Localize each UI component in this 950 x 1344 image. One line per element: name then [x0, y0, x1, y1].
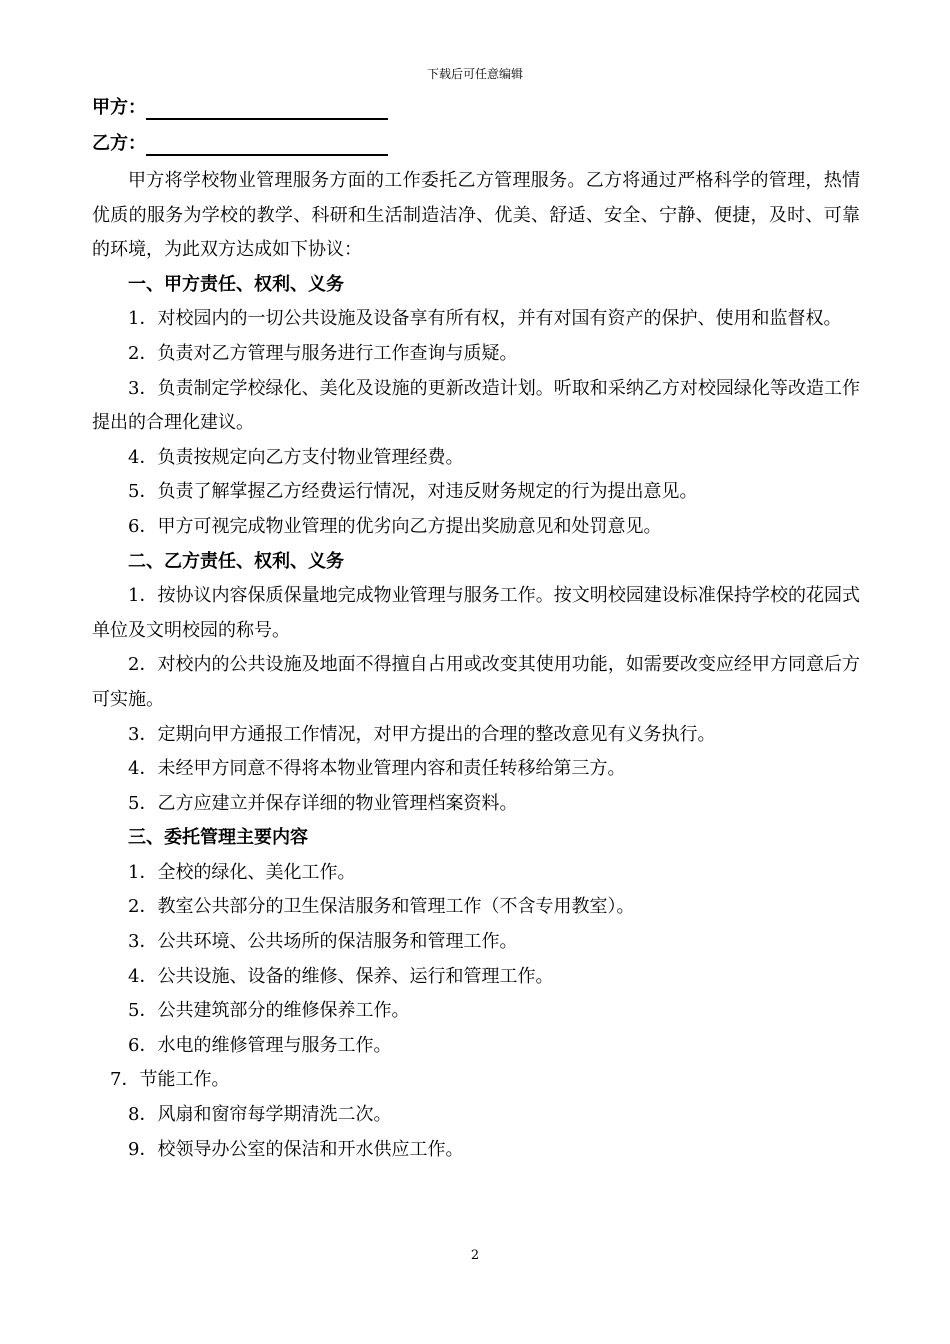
intro-paragraph: 甲方将学校物业管理服务方面的工作委托乙方管理服务。乙方将通过严格科学的管理，热情优质的服务为学校的教学、科研和生活制造洁净、优美、舒适、安全、宁静、便捷，及时、可靠的环境，为此双方达成如下协议： [92, 170, 860, 261]
clause: 1．对校园内的一切公共设施及设备享有所有权，并有对国有资产的保护、使用和监督权。 [128, 308, 842, 330]
party-b-label: 乙方： [92, 133, 146, 154]
party-b-line [92, 132, 388, 156]
clause: 2．对校内的公共设施及地面不得擅自占用或改变其使用功能，如需要改变应经甲方同意后方可实施。 [92, 654, 860, 710]
clause: 3．负责制定学校绿化、美化及设施的更新改造计划。听取和采纳乙方对校园绿化等改造工作提出的合理化建议。 [92, 377, 860, 434]
page-header: 下载后可任意编辑 [426, 67, 523, 81]
clause: 3．定期向甲方通报工作情况，对甲方提出的合理的整改意见有义务执行。 [128, 723, 716, 745]
clause: 6．水电的维修管理与服务工作。 [128, 1034, 392, 1056]
clause: 3．公共环境、公共场所的保洁服务和管理工作。 [128, 931, 518, 953]
clause: 8．风扇和窗帘每学期清洗二次。 [128, 1104, 392, 1126]
clause: 2．教室公共部分的卫生保洁服务和管理工作（不含专用教室）。 [128, 896, 635, 918]
section-heading: 一、甲方责任、权利、义务 [128, 273, 344, 295]
party-a-label: 甲方： [92, 97, 146, 118]
page-number: 2 [470, 1248, 480, 1263]
clause: 6．甲方可视完成物业管理的优劣向乙方提出奖励意见和处罚意见。 [128, 515, 662, 537]
clause: 9．校领导办公室的保洁和开水供应工作。 [128, 1138, 464, 1160]
clause: 5．负责了解掌握乙方经费运行情况，对违反财务规定的行为提出意见。 [128, 481, 698, 503]
agreement-body [92, 164, 860, 1167]
section-heading: 三、委托管理主要内容 [128, 827, 308, 849]
clause: 4．负责按规定向乙方支付物业管理经费。 [128, 446, 464, 468]
section-heading: 二、乙方责任、权利、义务 [128, 550, 344, 572]
party-a-blank[interactable] [146, 98, 388, 120]
party-b-blank[interactable] [146, 134, 388, 156]
clause: 4．未经甲方同意不得将本物业管理内容和责任转移给第三方。 [128, 758, 626, 780]
clause: 5．乙方应建立并保存详细的物业管理档案资料。 [128, 792, 518, 814]
clause: 4．公共设施、设备的维修、保养、运行和管理工作。 [128, 965, 554, 987]
party-a-line [92, 96, 388, 120]
clause: 1．按协议内容保质保量地完成物业管理与服务工作。按文明校园建设标准保持学校的花园式单位及文明校园的称号。 [92, 585, 860, 641]
clause: 5．公共建筑部分的维修保养工作。 [128, 1000, 410, 1022]
clause: 2．负责对乙方管理与服务进行工作查询与质疑。 [128, 342, 518, 364]
clause: 7．节能工作。 [110, 1069, 230, 1091]
clause: 1．全校的绿化、美化工作。 [128, 861, 356, 883]
